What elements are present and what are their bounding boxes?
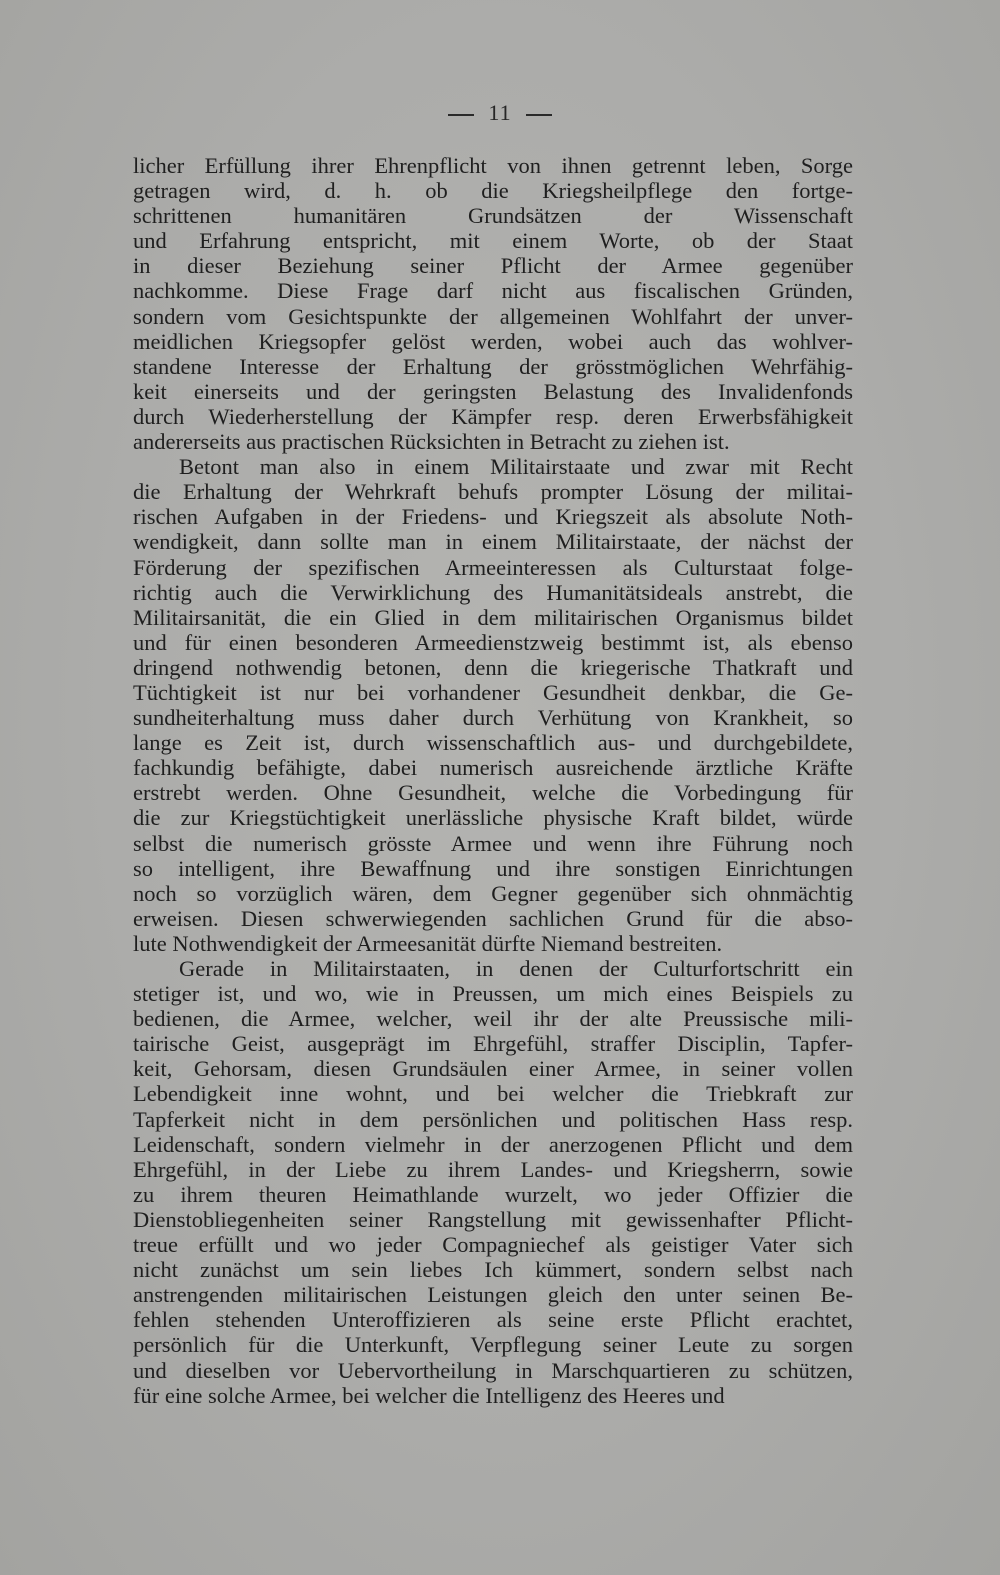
text-line: richtig auch die Verwirklichung des Humanitätsideals anstrebt, die — [133, 579, 853, 605]
dash-right — [526, 114, 552, 116]
text-line: sondern vom Gesichtspunkte der allgemeinen Wohlfahrt der unver- — [133, 303, 853, 329]
page-number — [0, 100, 1000, 126]
dash-left — [448, 114, 474, 116]
text-line: Ehrgefühl, in der Liebe zu ihrem Landes- und Kriegsherrn, sowie — [133, 1156, 853, 1182]
text-line: in dieser Beziehung seiner Pflicht der Armee gegenüber — [133, 253, 853, 279]
text-line: so intelligent, ihre Bewaffnung und ihre sonstigen Einrichtungen — [133, 855, 853, 881]
text-line: noch so vorzüglich wären, dem Gegner gegenüber sich ohnmächtig — [133, 880, 853, 906]
text-line: stetiger ist, und wo, wie in Preussen, um mich eines Beispiels zu — [133, 981, 853, 1007]
text-line: andererseits aus practischen Rücksichten in Betracht zu ziehen ist. — [133, 429, 730, 455]
text-line: selbst die numerisch grösste Armee und wenn ihre Führung noch — [133, 830, 853, 856]
text-line: standene Interesse der Erhaltung der grösstmöglichen Wehrfähig- — [133, 353, 853, 379]
text-line: schrittenen humanitären Grundsätzen der Wissenschaft — [133, 203, 853, 229]
text-line: licher Erfüllung ihrer Ehrenpflicht von ihnen getrennt leben, Sorge — [133, 153, 853, 178]
text-line: die Erhaltung der Wehrkraft behufs prompter Lösung der militai- — [133, 479, 853, 505]
text-line: nachkomme. Diese Frage darf nicht aus fiscalischen Gründen, — [133, 278, 853, 304]
text-line: fachkundig befähigte, dabei numerisch ausreichende ärztliche Kräfte — [133, 755, 853, 781]
text-line: keit einerseits und der geringsten Belastung des Invalidenfonds — [133, 378, 853, 404]
text-line: bedienen, die Armee, welcher, weil ihr der alte Preussische mili- — [133, 1006, 853, 1032]
text-line: dringend nothwendig betonen, denn die kriegerische Thatkraft und — [133, 654, 853, 680]
text-line: sundheiterhaltung muss daher durch Verhütung von Krankheit, so — [133, 705, 853, 731]
text-line: und Erfahrung entspricht, mit einem Worte, ob der Staat — [133, 228, 853, 254]
paragraph — [133, 153, 853, 454]
paragraph — [133, 956, 853, 1408]
text-line: persönlich für die Unterkunft, Verpflegung seiner Leute zu sorgen — [133, 1332, 853, 1358]
text-line: für eine solche Armee, bei welcher die Intelligenz des Heeres und — [133, 1382, 725, 1408]
text-line: getragen wird, d. h. ob die Kriegsheilpflege den fortge- — [133, 178, 853, 204]
paragraph — [133, 454, 853, 956]
text-line: Förderung der spezifischen Armeeinteressen als Culturstaat folge- — [133, 554, 853, 580]
body-text — [133, 153, 853, 1408]
text-line: wendigkeit, dann sollte man in einem Militairstaate, der nächst der — [133, 529, 853, 555]
page-number-value: 11 — [488, 100, 512, 125]
text-line: fehlen stehenden Unteroffizieren als seine erste Pflicht erachtet, — [133, 1307, 853, 1333]
text-line: Gerade in Militairstaaten, in denen der Culturfortschritt ein — [179, 956, 853, 981]
text-line: lute Nothwendigkeit der Armeesanität dürfte Niemand bestreiten. — [133, 930, 723, 956]
text-line: rischen Aufgaben in der Friedens- und Kriegszeit als absolute Noth- — [133, 504, 853, 530]
text-line: meidlichen Kriegsopfer gelöst werden, wobei auch das wohlver- — [133, 328, 853, 354]
text-line: nicht zunächst um sein liebes Ich kümmert, sondern selbst nach — [133, 1257, 853, 1283]
text-line: tairische Geist, ausgeprägt im Ehrgefühl, straffer Disciplin, Tapfer- — [133, 1031, 853, 1057]
text-line: Tüchtigkeit ist nur bei vorhandener Gesundheit denkbar, die Ge- — [133, 679, 853, 705]
text-line: Dienstobliegenheiten seiner Rangstellung mit gewissenhafter Pflicht- — [133, 1206, 853, 1232]
text-line: die zur Kriegstüchtigkeit unerlässliche physische Kraft bildet, würde — [133, 805, 853, 831]
text-line: erweisen. Diesen schwerwiegenden sachlichen Grund für die abso- — [133, 905, 853, 931]
text-line: Militairsanität, die ein Glied in dem militairischen Organismus bildet — [133, 604, 853, 630]
text-line: und dieselben vor Uebervortheilung in Marschquartieren zu schützen, — [133, 1357, 853, 1383]
text-line: durch Wiederherstellung der Kämpfer resp. deren Erwerbsfähigkeit — [133, 403, 853, 429]
text-line: lange es Zeit ist, durch wissenschaftlich aus- und durchgebildete, — [133, 730, 853, 756]
text-line: Lebendigkeit inne wohnt, und bei welcher die Triebkraft zur — [133, 1081, 853, 1107]
text-line: treue erfüllt und wo jeder Compagniechef als geistiger Vater sich — [133, 1232, 853, 1258]
text-line: zu ihrem theuren Heimathlande wurzelt, wo jeder Offizier die — [133, 1181, 853, 1207]
text-line: Betont man also in einem Militairstaate und zwar mit Recht — [179, 454, 853, 480]
text-line: Tapferkeit nicht in dem persönlichen und politischen Hass resp. — [133, 1106, 853, 1132]
text-line: anstrengenden militairischen Leistungen gleich den unter seinen Be- — [133, 1282, 853, 1308]
text-line: Leidenschaft, sondern vielmehr in der anerzogenen Pflicht und dem — [133, 1131, 853, 1157]
text-line: erstrebt werden. Ohne Gesundheit, welche die Vorbedingung für — [133, 780, 853, 806]
text-line: keit, Gehorsam, diesen Grundsäulen einer Armee, in seiner vollen — [133, 1056, 853, 1082]
text-line: und für einen besonderen Armeedienstzweig bestimmt ist, als ebenso — [133, 629, 853, 655]
